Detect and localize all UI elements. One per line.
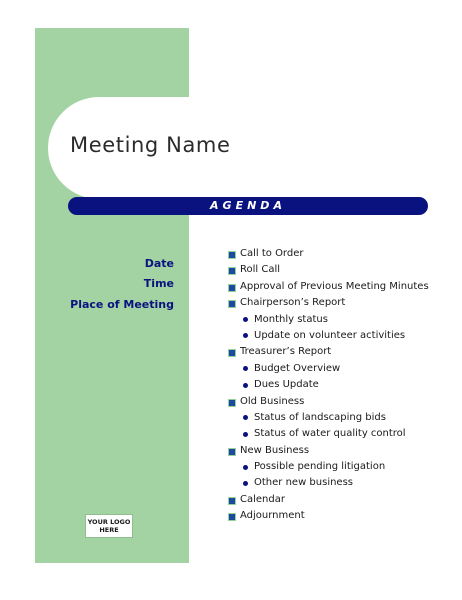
agenda-item xyxy=(228,295,458,311)
agenda-item-text: Old Business xyxy=(240,395,305,407)
square-bullet-icon xyxy=(228,349,236,357)
agenda-subitem xyxy=(228,312,458,328)
agenda-item-text: Calendar xyxy=(240,493,285,505)
agenda-item-text: Approval of Previous Meeting Minutes xyxy=(240,280,429,292)
agenda-item-text: Monthly status xyxy=(254,313,328,325)
round-bullet-icon xyxy=(243,333,248,338)
agenda-item xyxy=(228,394,458,410)
logo-text-line1: YOUR LOGO xyxy=(87,518,131,526)
agenda-item xyxy=(228,492,458,508)
date-label: Date xyxy=(144,257,174,270)
agenda-item xyxy=(228,279,458,295)
agenda-item xyxy=(228,344,458,360)
agenda-subitem xyxy=(228,328,458,344)
agenda-heading-bar xyxy=(68,197,428,215)
agenda-item-text: Adjournment xyxy=(240,510,305,522)
agenda-item-text: Status of water quality control xyxy=(254,428,406,440)
agenda-subitem xyxy=(228,426,458,442)
round-bullet-icon xyxy=(243,383,248,388)
time-label: Time xyxy=(143,277,174,290)
round-bullet-icon xyxy=(243,317,248,322)
logo-placeholder xyxy=(85,514,133,538)
agenda-item xyxy=(228,262,458,278)
square-bullet-icon xyxy=(228,284,236,292)
agenda-item-text: Treasurer’s Report xyxy=(240,346,332,358)
square-bullet-icon xyxy=(228,267,236,275)
agenda-item-text: Call to Order xyxy=(240,248,304,259)
round-bullet-icon xyxy=(243,415,248,420)
agenda-subitem xyxy=(228,377,458,393)
agenda-subitem xyxy=(228,459,458,475)
logo-text-line2: HERE xyxy=(99,526,119,535)
place-of-meeting-label: Place of Meeting xyxy=(70,298,174,311)
meeting-name-title: Meeting Name xyxy=(70,133,231,157)
square-bullet-icon xyxy=(228,513,236,521)
agenda-subitem xyxy=(228,475,458,491)
agenda-item-text: Status of landscaping bids xyxy=(254,411,386,423)
agenda-list xyxy=(228,246,458,525)
agenda-item-text: Dues Update xyxy=(254,379,319,391)
agenda-item-text: Other new business xyxy=(254,477,354,489)
round-bullet-icon xyxy=(243,366,248,371)
agenda-item xyxy=(228,508,458,524)
agenda-item xyxy=(228,246,458,262)
agenda-heading: AGENDA xyxy=(210,199,286,212)
round-bullet-icon xyxy=(243,432,248,437)
round-bullet-icon xyxy=(243,481,248,486)
agenda-item-text: New Business xyxy=(240,444,310,456)
agenda-item xyxy=(228,443,458,459)
square-bullet-icon xyxy=(228,448,236,456)
square-bullet-icon xyxy=(228,251,236,259)
agenda-item-text: Possible pending litigation xyxy=(254,461,386,473)
agenda-subitem xyxy=(228,410,458,426)
agenda-item-text: Chairperson’s Report xyxy=(240,297,346,309)
agenda-item-text: Roll Call xyxy=(240,264,281,276)
square-bullet-icon xyxy=(228,399,236,407)
round-bullet-icon xyxy=(243,465,248,470)
agenda-item-text: Update on volunteer activities xyxy=(254,329,406,341)
agenda-item-text: Budget Overview xyxy=(254,362,341,374)
square-bullet-icon xyxy=(228,300,236,308)
square-bullet-icon xyxy=(228,497,236,505)
agenda-subitem xyxy=(228,361,458,377)
